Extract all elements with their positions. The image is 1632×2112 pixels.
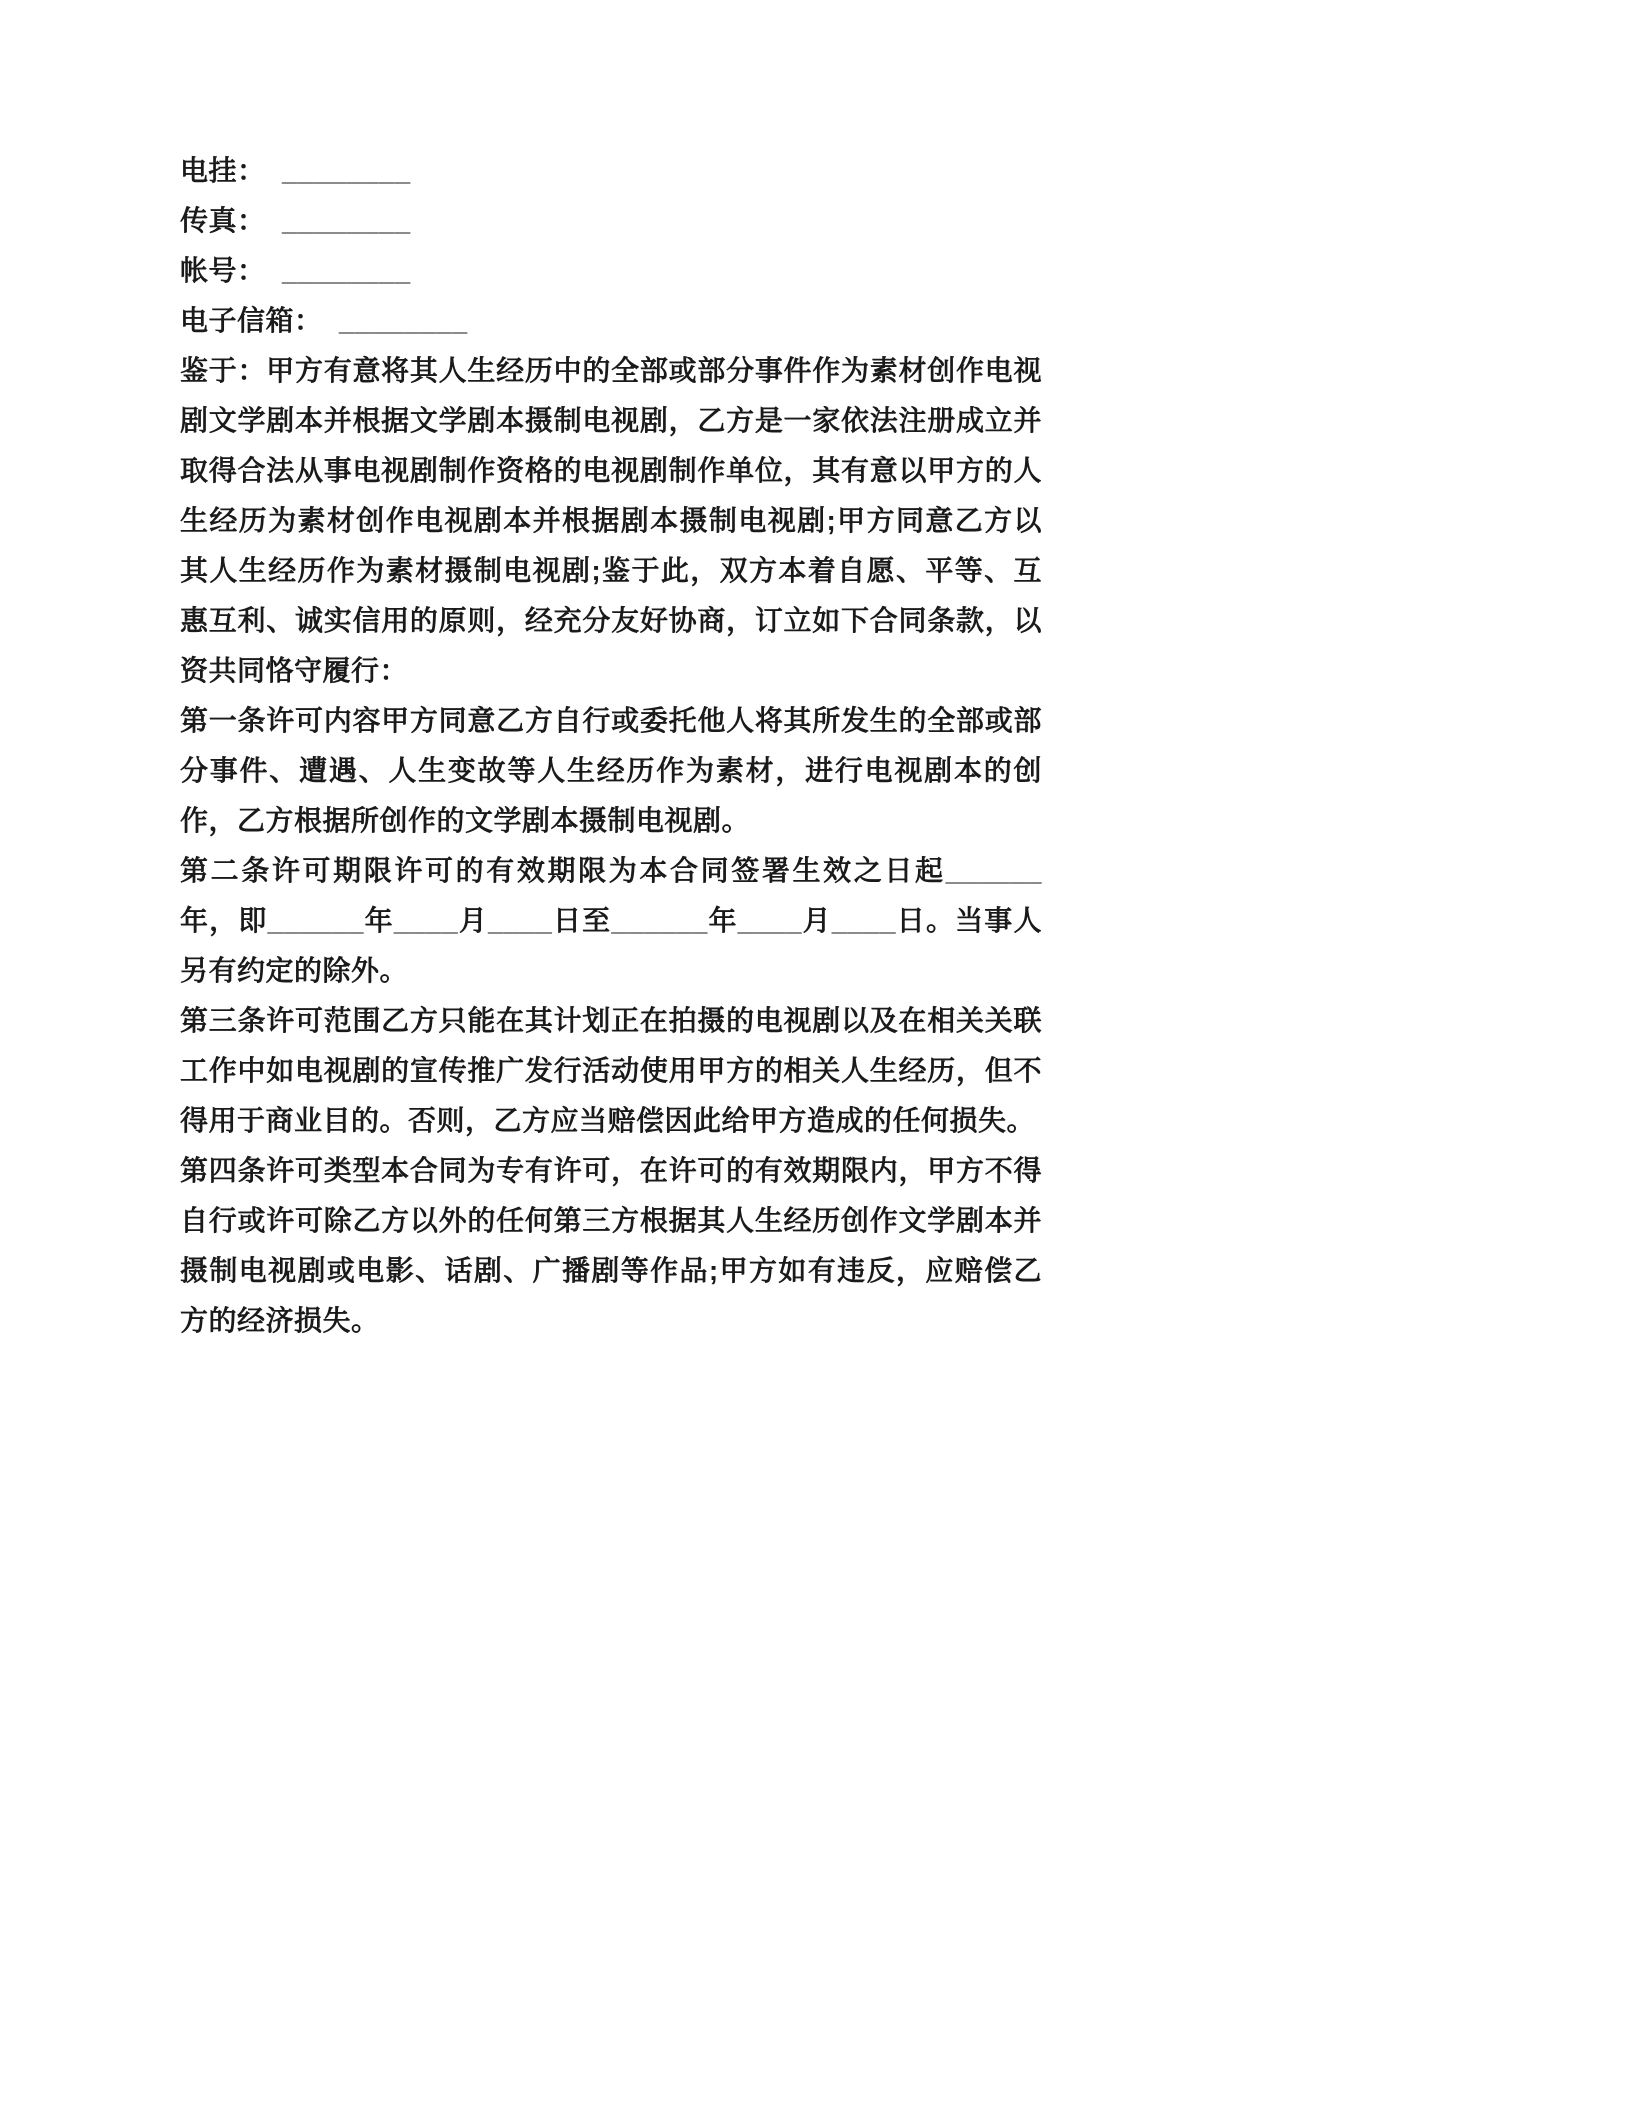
paragraph-article-4-license-type: 第四条许可类型本合同为专有许可，在许可的有效期限内，甲方不得自行或许可除乙方以外的任何第三方根据其人生经历创作文学剧本并摄制电视剧或电影、话剧、广播剧等作品;甲方如有违反，应赔偿乙方的经济损失。 — [180, 1155, 1042, 1336]
field-line-email: 电子信箱： ________ — [180, 305, 468, 336]
paragraph-article-1-license-content: 第一条许可内容甲方同意乙方自行或委托他人将其所发生的全部或部分事件、遭遇、人生变故等人生经历作为素材，进行电视剧本的创作，乙方根据所创作的文学剧本摄制电视剧。 — [180, 705, 1042, 836]
contract-document-page — [180, 146, 1042, 1346]
paragraph-recitals: 鉴于：甲方有意将其人生经历中的全部或部分事件作为素材创作电视剧文学剧本并根据文学剧本摄制电视剧，乙方是一家依法注册成立并取得合法从事电视剧制作资格的电视剧制作单位，其有意以甲方的人生经历为素材创作电视剧本并根据剧本摄制电视剧;甲方同意乙方以其人生经历作为素材摄制电视剧;鉴于此，双方本着自愿、平等、互惠互利、诚实信用的原则，经充分友好协商，订立如下合同条款，以资共同恪守履行： — [180, 355, 1042, 686]
paragraph-article-2-license-term: 第二条许可期限许可的有效期限为本合同签署生效之日起______年，即______年____月____日至______年____月____日。当事人另有约定的除外。 — [180, 855, 1042, 986]
field-line-fax: 传真： ________ — [180, 205, 411, 236]
field-line-telegraph: 电挂： ________ — [180, 155, 411, 186]
paragraph-article-3-license-scope: 第三条许可范围乙方只能在其计划正在拍摄的电视剧以及在相关关联工作中如电视剧的宣传推广发行活动使用甲方的相关人生经历，但不得用于商业目的。否则，乙方应当赔偿因此给甲方造成的任何损失。 — [180, 1005, 1042, 1136]
field-line-account-number: 帐号： ________ — [180, 255, 411, 286]
